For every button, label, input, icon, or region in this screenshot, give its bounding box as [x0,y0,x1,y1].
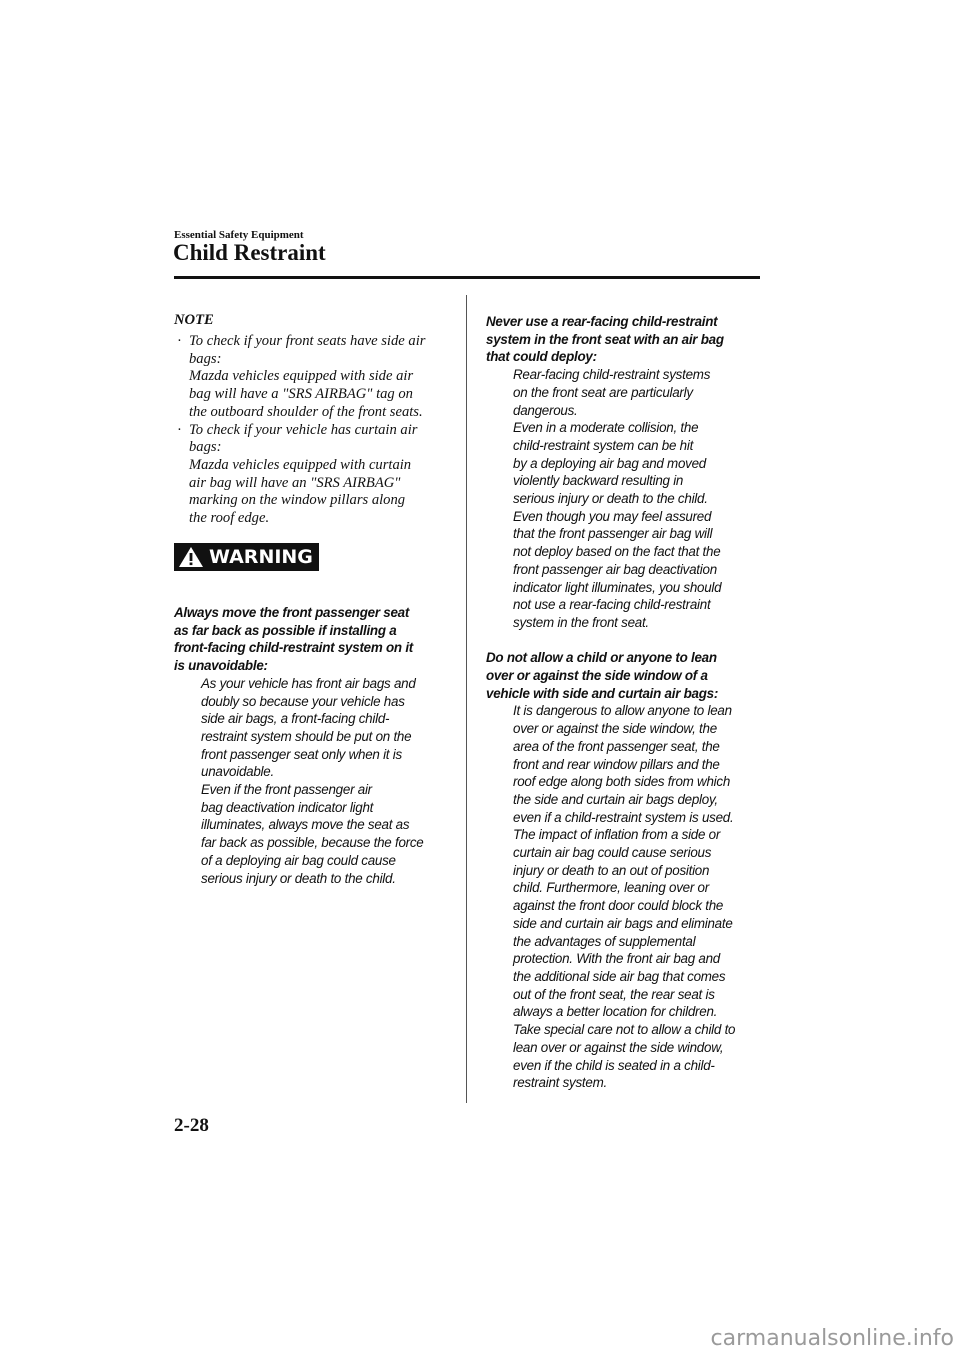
note-list [174,333,464,528]
text-line: lean over or against the side window, [513,1039,724,1055]
text-line: Even though you may feel assured [513,508,712,524]
right-warnings [486,313,776,1092]
text-line: the side and curtain air bags deploy, [513,791,718,807]
text-line: unavoidable. [201,764,274,780]
text-line: the outboard shoulder of the front seats. [189,403,423,420]
text-line: indicator light illuminates, you should [513,579,722,595]
text-line: protection. With the front air bag and [513,951,720,967]
text-line: To check if your vehicle has curtain air [189,421,418,438]
text-line: roof edge along both sides from which [513,774,731,790]
text-line: out of the front seat, the rear seat is [513,986,715,1002]
text-line: restraint system. [513,1075,607,1091]
text-line: air bag will have an "SRS AIRBAG" [189,474,401,491]
text-line: bags: [189,439,222,456]
text-line: Mazda vehicles equipped with curtain [189,456,412,473]
text-line: Rear-facing child-restraint systems [513,367,711,383]
text-line: bag deactivation indicator light [201,799,374,815]
warning-triangle-icon [178,546,204,568]
text-line: on the front seat are particularly [513,384,693,400]
note-bullet [174,422,464,528]
text-line: dangerous. [513,402,578,418]
text-line: far back as possible, because the force [201,835,424,851]
text-line: bags: [189,350,222,367]
text-line: The impact of inflation from a side or [513,827,721,843]
text-lines [189,422,464,528]
text-line: front passenger air bag deactivation [513,561,717,577]
text-line: side air bags, a front-facing child- [201,711,390,727]
text-line: as far back as possible if installing a [174,622,397,638]
note-bullet [174,333,464,422]
text-line: front passenger seat only when it is [201,746,402,762]
warning-body [486,366,776,632]
text-line: not deploy based on the fact that the [513,544,721,560]
bullet-icon: · [177,421,182,438]
text-line: serious injury or death to the child. [513,491,708,507]
text-line: doubly so because your vehicle has [201,693,405,709]
watermark: carmanualsonline.info [710,1326,954,1351]
warning-body [486,702,776,1091]
text-line: Even if the front passenger air [201,782,372,798]
text-line: Even in a moderate collision, the [513,420,699,436]
left-warning [174,604,464,887]
text-line: not use a rear-facing child-restraint [513,597,711,613]
text-line: the roof edge. [189,510,270,527]
text-lines [189,333,464,422]
text-line: of a deploying air bag could cause [201,852,396,868]
text-line: It is dangerous to allow anyone to lean [513,703,732,719]
text-line: serious injury or death to the child. [201,870,396,886]
warning-label: WARNING [209,546,313,568]
text-line: marking on the window pillars along [189,492,406,509]
text-line: always a better location for children. [513,1004,718,1020]
text-line: Mazda vehicles equipped with side air [189,368,414,385]
warning-body [174,675,464,887]
warning-heading [486,649,776,702]
text-line: illuminates, always move the seat as [201,817,410,833]
text-line: side and curtain air bags and eliminate [513,915,733,931]
text-line: over or against the side window, the [513,721,717,737]
text-line: system in the front seat with an air bag [486,331,724,347]
text-line: restraint system should be put on the [201,728,412,744]
text-line: injury or death to an out of position [513,862,710,878]
text-line: front and rear window pillars and the [513,756,720,772]
text-line: As your vehicle has front air bags and [201,675,416,691]
text-line: Always move the front passenger seat [174,605,410,620]
text-line: the additional side air bag that comes [513,969,726,984]
text-line: bag will have a "SRS AIRBAG" tag on [189,386,413,403]
text-line: system in the front seat. [513,614,649,630]
text-line: violently backward resulting in [513,473,684,489]
warning-heading [174,604,464,675]
text-line: even if a child-restraint system is used. [513,809,734,825]
text-line: vehicle with side and curtain air bags: [486,685,719,701]
text-line: even if the child is seated in a child- [513,1057,715,1073]
text-line: is unavoidable: [174,658,268,674]
text-line: curtain air bag could cause serious [513,845,712,861]
warning-banner [174,543,319,571]
page-number: 2-28 [174,1115,209,1136]
bullet-icon: · [177,333,182,349]
text-line: front-facing child-restraint system on it [174,640,413,656]
text-line: over or against the side window of a [486,668,708,684]
text-line: that the front passenger air bag will [513,526,713,542]
column-divider [466,295,467,1103]
warning-heading [486,313,776,366]
section-label: Essential Safety Equipment [174,229,304,241]
note-heading: NOTE [174,312,214,328]
text-line: To check if your front seats have side air [189,333,426,349]
text-line: against the front door could block the [513,898,724,914]
text-line: the advantages of supplemental [513,933,696,949]
text-line: Never use a rear-facing child-restraint [486,314,718,329]
text-line: that could deploy: [486,349,597,365]
page-title: Child Restraint [173,240,326,265]
text-line: Take special care not to allow a child to [513,1022,736,1038]
header-rule [174,276,760,279]
text-line: child-restraint system can be hit [513,437,694,453]
text-line: area of the front passenger seat, the [513,738,720,754]
text-line: child. Furthermore, leaning over or [513,880,709,896]
text-line: Do not allow a child or anyone to lean [486,650,717,666]
text-line: by a deploying air bag and moved [513,455,706,471]
